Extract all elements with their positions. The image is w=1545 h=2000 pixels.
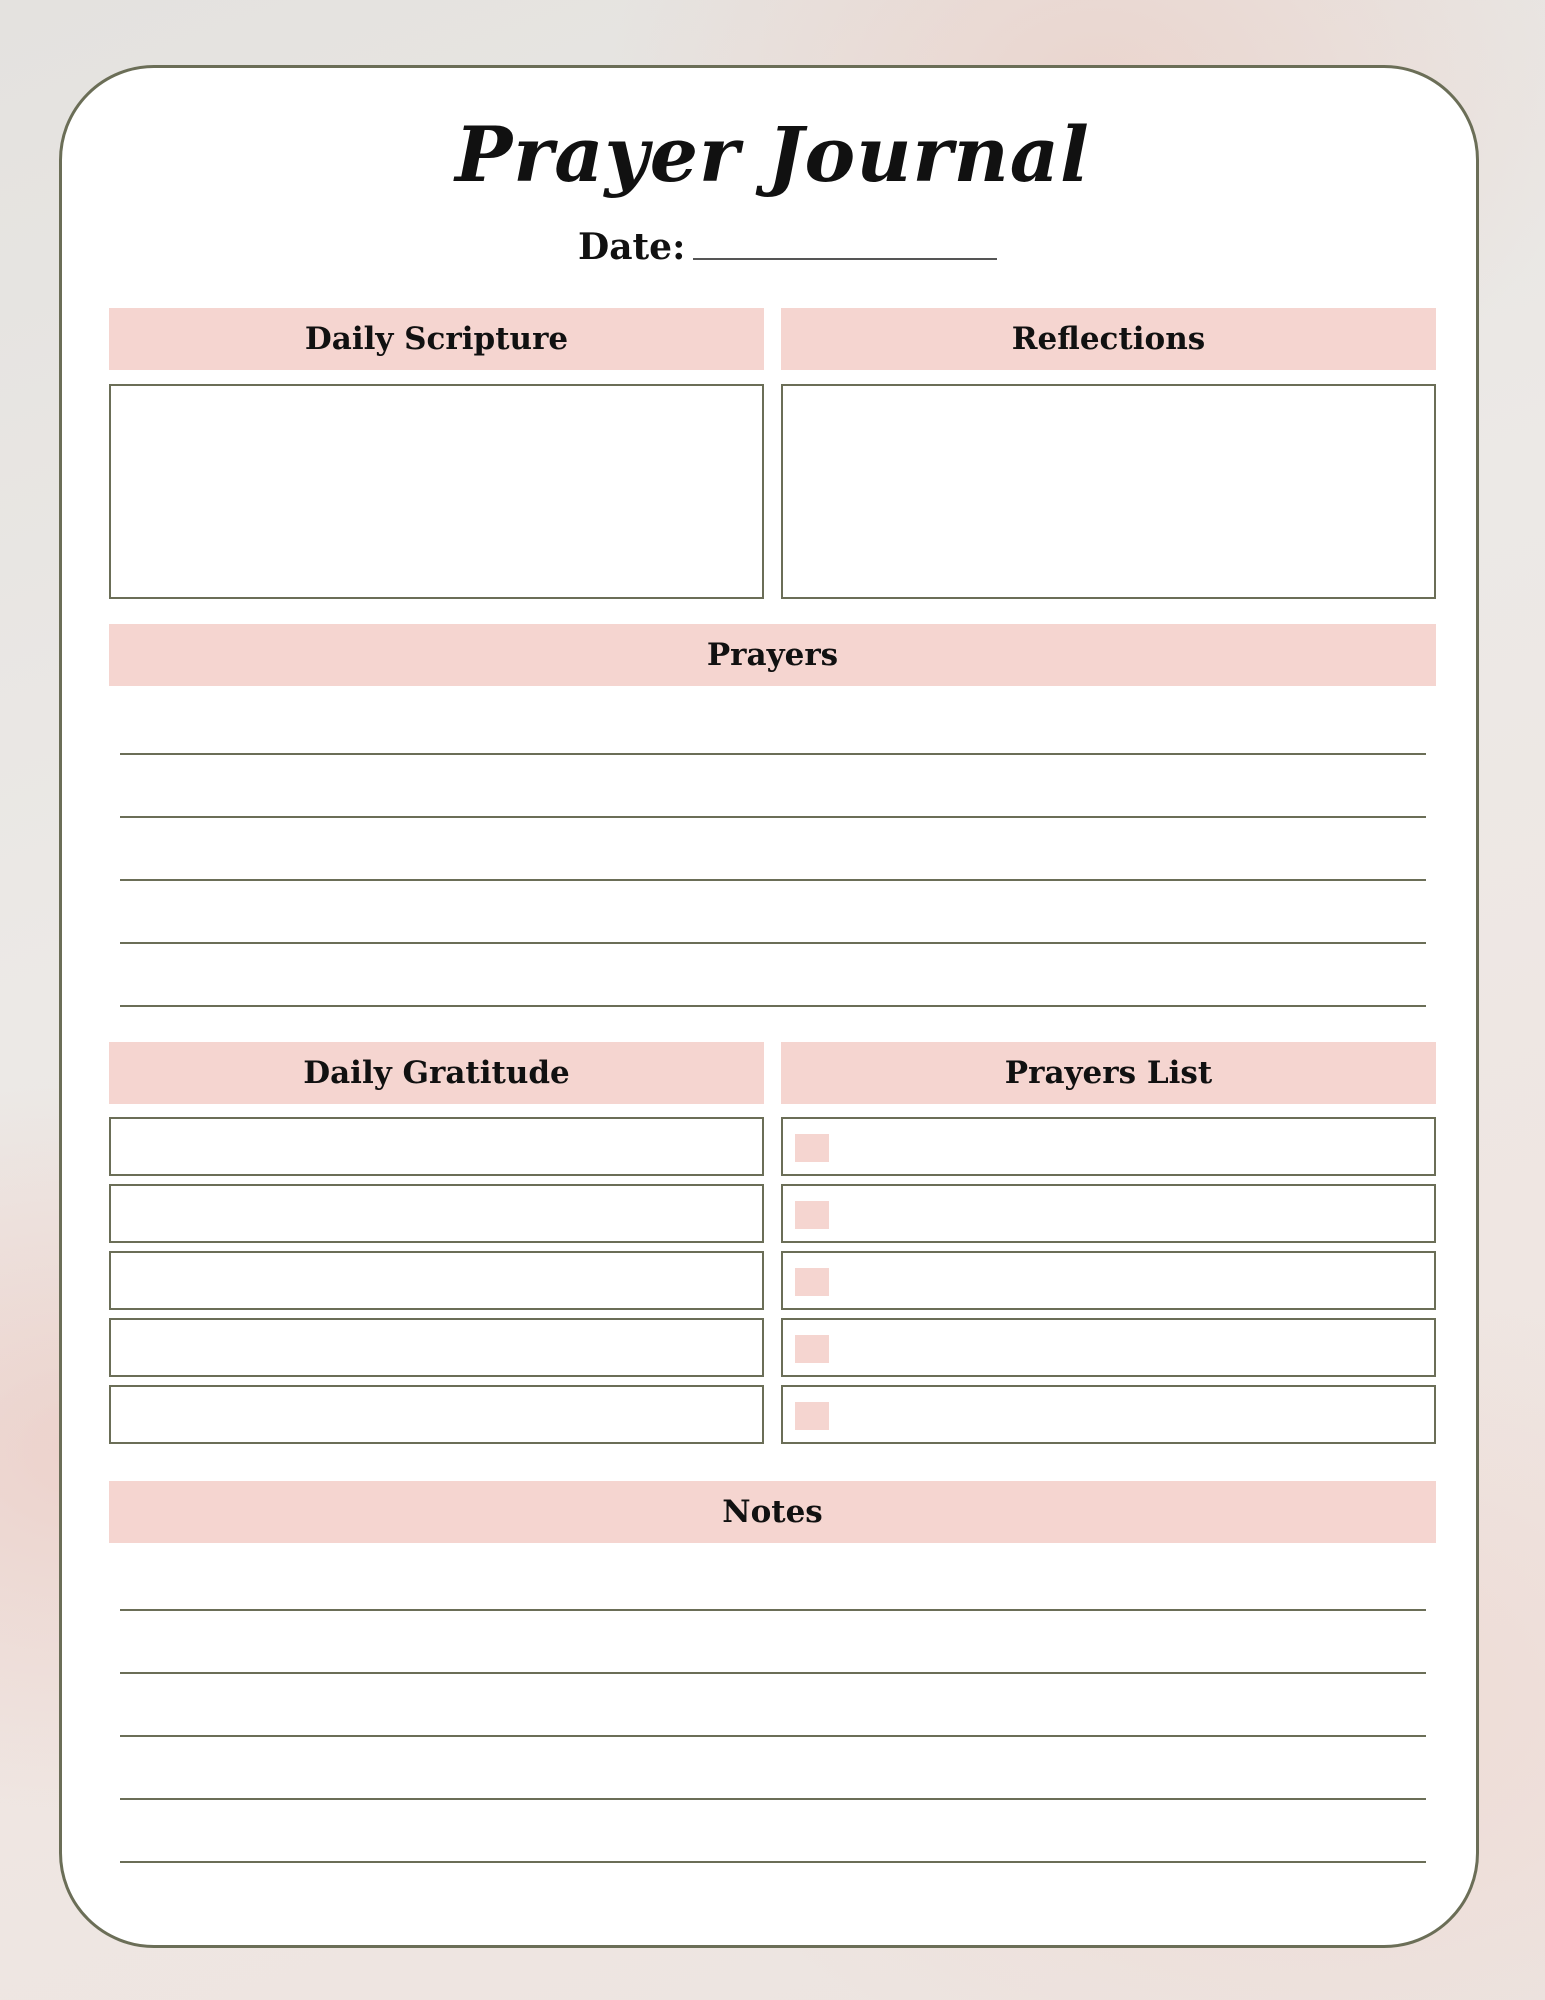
prayers-header: Prayers — [109, 624, 1436, 686]
gratitude-field-1[interactable] — [109, 1117, 764, 1176]
date-row — [578, 226, 997, 268]
prayers-list-item-3[interactable] — [781, 1251, 1436, 1310]
checkbox-2[interactable] — [795, 1201, 829, 1229]
prayers-list-header: Prayers List — [781, 1042, 1436, 1104]
notes-line-2[interactable] — [120, 1672, 1426, 1674]
prayers-line-5[interactable] — [120, 1005, 1426, 1007]
checkbox-1[interactable] — [795, 1134, 829, 1162]
checkbox-4[interactable] — [795, 1335, 829, 1363]
notes-line-1[interactable] — [120, 1609, 1426, 1611]
gratitude-field-2[interactable] — [109, 1184, 764, 1243]
gratitude-field-4[interactable] — [109, 1318, 764, 1377]
notes-line-5[interactable] — [120, 1861, 1426, 1863]
gratitude-field-3[interactable] — [109, 1251, 764, 1310]
checkbox-3[interactable] — [795, 1268, 829, 1296]
prayers-line-1[interactable] — [120, 753, 1426, 755]
prayers-line-4[interactable] — [120, 942, 1426, 944]
page-title: Prayer Journal — [455, 110, 1090, 199]
date-field[interactable] — [693, 258, 997, 260]
notes-header: Notes — [109, 1481, 1436, 1543]
daily-gratitude-header: Daily Gratitude — [109, 1042, 764, 1104]
gratitude-field-5[interactable] — [109, 1385, 764, 1444]
reflections-header: Reflections — [781, 308, 1436, 370]
reflections-box[interactable] — [781, 384, 1436, 599]
notes-line-4[interactable] — [120, 1798, 1426, 1800]
notes-line-3[interactable] — [120, 1735, 1426, 1737]
daily-scripture-header: Daily Scripture — [109, 308, 764, 370]
prayers-line-3[interactable] — [120, 879, 1426, 881]
date-label: Date: — [578, 226, 686, 268]
checkbox-5[interactable] — [795, 1402, 829, 1430]
prayers-list-item-5[interactable] — [781, 1385, 1436, 1444]
daily-scripture-box[interactable] — [109, 384, 764, 599]
prayers-list-item-4[interactable] — [781, 1318, 1436, 1377]
prayers-list-item-1[interactable] — [781, 1117, 1436, 1176]
prayers-list-item-2[interactable] — [781, 1184, 1436, 1243]
prayers-line-2[interactable] — [120, 816, 1426, 818]
